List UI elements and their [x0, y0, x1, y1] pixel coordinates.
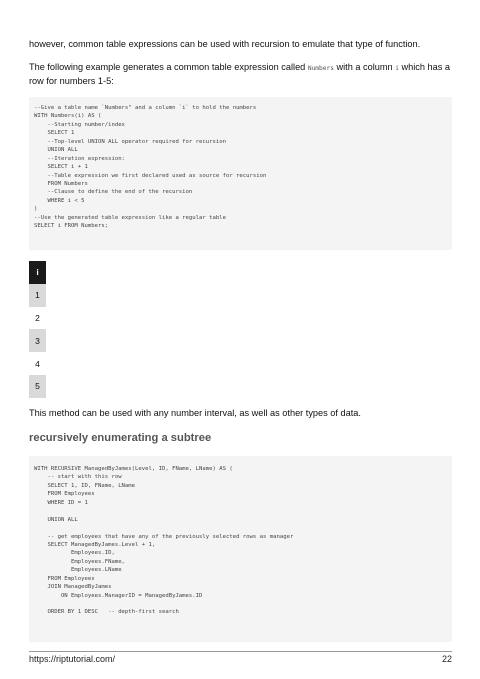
- code-line: UNION ALL: [34, 147, 78, 154]
- code-line: WITH Numbers(i) AS (: [34, 113, 102, 120]
- code-line: FROM Employees: [34, 491, 95, 498]
- table-header-i: i: [29, 261, 46, 284]
- code-line: WITH RECURSIVE ManagedByJames(Level, ID, FName, LName) AS (: [34, 466, 233, 472]
- table-cell: 3: [29, 329, 46, 352]
- method-paragraph: This method can be used with any number interval, as well as other types of data.: [29, 408, 361, 418]
- table-cell: 1: [29, 284, 46, 307]
- code-line: --Starting number/index: [34, 121, 125, 128]
- inline-code-numbers: Numbers: [307, 65, 334, 72]
- code-line: UNION ALL: [34, 516, 78, 523]
- table-row: [29, 284, 46, 307]
- code-line: JOIN ManagedByJames: [34, 584, 112, 591]
- table-cell: 2: [29, 307, 46, 330]
- table-row: [29, 375, 46, 398]
- code-block-subtree: [29, 456, 452, 642]
- code-line: ON Employees.ManagerID = ManagedByJames.ID: [34, 592, 203, 599]
- section-heading: recursively enumerating a subtree: [29, 432, 212, 444]
- table-cell: 4: [29, 352, 46, 375]
- table-row: [29, 352, 46, 375]
- code-line: SELECT ManagedByJames.Level + 1,: [34, 541, 156, 548]
- result-table: [29, 261, 46, 398]
- code-line: [34, 600, 452, 608]
- code-line: [34, 524, 452, 532]
- code-line: Employees.FName,: [34, 558, 125, 565]
- intro-paragraph: however, common table expressions can be used with recursion to emulate that type of function.: [29, 39, 421, 49]
- table-cell: 5: [29, 375, 46, 398]
- code-line: --Iteration expression:: [34, 155, 125, 162]
- code-line: SELECT 1, ID, FName, LName: [34, 482, 136, 489]
- page-number: 22: [441, 654, 452, 664]
- code-line: Employees.LName: [34, 567, 122, 574]
- inline-code-i: i: [395, 65, 399, 72]
- code-line: FROM Employees: [34, 575, 95, 582]
- code-line: [34, 507, 452, 515]
- example-text-start: The following example generates a common table expression called: [29, 62, 308, 72]
- code-line: SELECT i FROM Numbers;: [34, 223, 109, 230]
- footer-divider: [29, 651, 452, 652]
- example-paragraph: [29, 61, 452, 88]
- code-line: SELECT 1: [34, 130, 75, 137]
- code-line: WHERE ID = 1: [34, 499, 88, 506]
- code-line: SELECT i + 1: [34, 164, 88, 171]
- code-line: --Clause to define the end of the recursion: [34, 189, 193, 196]
- code-line: --Table expression we first declared used as source for recursion: [34, 172, 267, 179]
- example-text-middle: with a column: [333, 62, 396, 72]
- code-block-numbers: [29, 97, 452, 250]
- code-line: Employees.ID,: [34, 550, 115, 557]
- code-line: --Use the generated table expression like a regular table: [34, 214, 226, 221]
- table-row: [29, 307, 46, 330]
- footer-url-link[interactable]: https://riptutorial.com/: [29, 654, 116, 664]
- code-line: ): [34, 206, 38, 213]
- code-line: ORDER BY 1 DESC -- depth-first search: [34, 609, 179, 616]
- example-text-end: which has a row for numbers 1-5:: [29, 62, 451, 86]
- code-line: FROM Numbers: [34, 180, 88, 187]
- code-line: WHERE i < 5: [34, 197, 85, 204]
- table-row: [29, 329, 46, 352]
- code-line: --Top-level UNION ALL operator required for recursion: [34, 138, 226, 145]
- code-line: -- get employees that have any of the previously selected rows as manager: [34, 533, 294, 540]
- code-line: -- start with this row: [34, 474, 122, 481]
- code-line: --Give a table name `Numbers" and a column `i` to hold the numbers: [34, 105, 257, 111]
- table-header-row: [29, 261, 46, 284]
